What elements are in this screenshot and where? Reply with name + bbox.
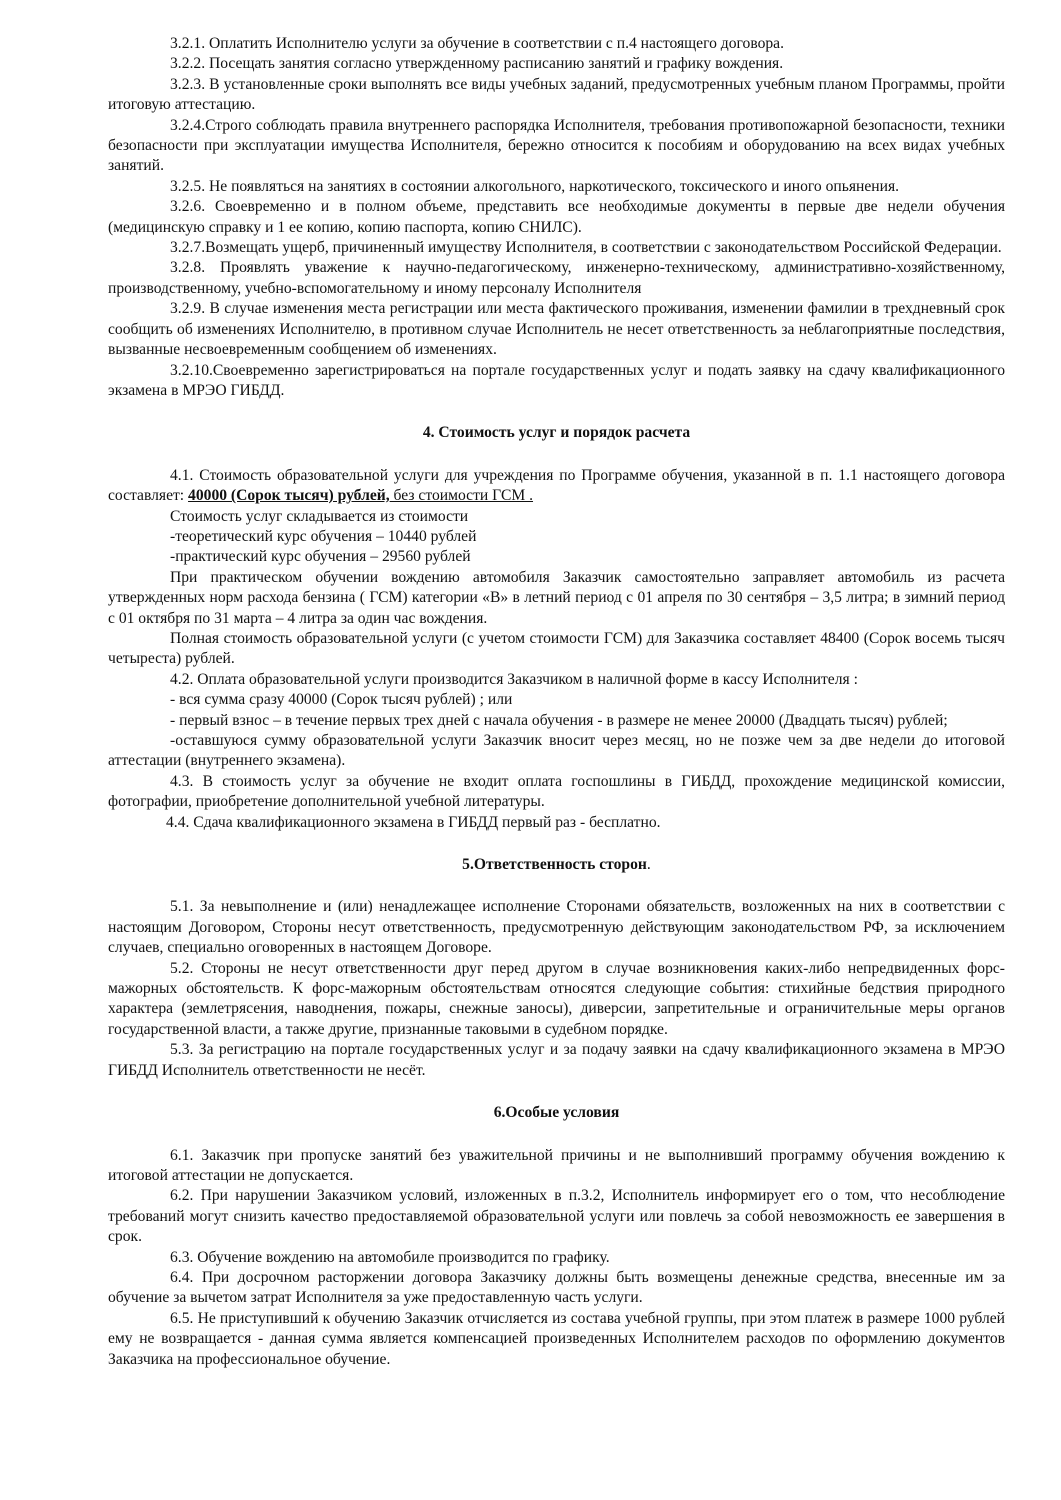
clause-3-2-4: 3.2.4.Строго соблюдать правила внутреннего распорядка Исполнителя, требования противопожарной безопасности, техники безопасности при эксплуатации имущества Исполнителя, бережно относится к пособиям и оборудованию на всех видах учебных занятий. (108, 116, 1005, 175)
payment-option-3: -оставшуюся сумму образовательной услуги Заказчик вносит через месяц, но не позже чем за две недели до итоговой аттестации (внутреннего экзамена). (108, 732, 1005, 770)
payment-option-2: - первый взнос – в течение первых трех дней с начала обучения - в размере не менее 20000 (Двадцать тысяч) рублей; (170, 711, 948, 729)
clause-6-4: 6.4. При досрочном расторжении договора Заказчику должны быть возмещены денежные средства, внесенные им за обучение за вычетом затрат Исполнителя за уже предоставленную часть услуги. (108, 1268, 1005, 1307)
section-5-title-dot: . (646, 856, 651, 874)
clause-3-2-1: 3.2.1. Оплатить Исполнителю услуги за обучение в соответствии с п.4 настоящего договора. (170, 35, 784, 52)
clause-6-1: 6.1. Заказчик при пропуске занятий без уважительной причины и не выполнивший программу обучения вождению к итоговой аттестации не допускается. (108, 1146, 1005, 1184)
clause-3-2-2: 3.2.2. Посещать занятия согласно утвержденному расписанию занятий и графику вождения. (170, 55, 784, 73)
cost-practice: -практический курс обучения – 29560 рублей (170, 548, 471, 566)
clause-6-5: 6.5. Не приступивший к обучению Заказчик отчисляется из состава учебной группы, при этом платеж в размере 1000 рублей ему не возвращается - данная сумма является компенсацией произведенных Исполнителем расходов по оформлению документов Заказчика на профессиональное обучение. (108, 1309, 1005, 1368)
clause-3-2-6: 3.2.6. Своевременно и в полном объеме, представить все необходимые документы в первые две недели обучения (медицинскую справку и 1 ее копию, копию паспорта, копию СНИЛС). (108, 198, 1005, 236)
clause-5-3: 5.3. За регистрацию на портале государственных услуг и за подачу заявки на сдачу квалификационного экзамена в МРЭО ГИБДД Исполнитель ответственности не несёт. (108, 1041, 1005, 1079)
cost-theory: -теоретический курс обучения – 10440 рублей (170, 527, 477, 545)
clause-3-2-3: 3.2.3. В установленные сроки выполнять все виды учебных заданий, предусмотренных учебным планом Программы, пройти итоговую аттестацию. (108, 75, 1005, 114)
cost-intro: Стоимость услуг складывается из стоимости (170, 507, 469, 525)
service-price: 40000 (Сорок тысяч) рублей, (188, 487, 390, 505)
clause-4-2: 4.2. Оплата образовательной услуги производится Заказчиком в наличной форме в кассу Исполнителя : (170, 670, 858, 688)
clause-5-2: 5.2. Стороны не несут ответственности друг перед другом в случае возникновения каких-либо непредвиденных форс-мажорных обстоятельств. К форс-мажорным обстоятельствам относятся следующие события: стихийные бедствия природного характера (землетрясения, наводнения, пожары, снежные заносы), диверсии, запретительные и ограничительные меры органов государственной власти, а также другие, признанные таковыми в судебном порядке. (108, 959, 1005, 1038)
clause-3-2-8: 3.2.8. Проявлять уважение к научно-педагогическому, инженерно-техническому, административно-хозяйственному, производственному, учебно-вспомогательному и иному персоналу Исполнителя (108, 259, 1005, 297)
full-cost: Полная стоимость образовательной услуги (с учетом стоимости ГСМ) для Заказчика составляет 48400 (Сорок восемь тысяч четыреста) рублей. (108, 629, 1005, 668)
clause-3-2-7: 3.2.7.Возмещать ущерб, причиненный имуществу Исполнителя, в соответствии с законодательством Российской Федерации. (170, 239, 1002, 257)
clause-3-2-9: 3.2.9. В случае изменения места регистрации или места фактического проживания, изменении фамилии в трехдневный срок сообщить об изменениях Исполнителю, в противном случае Исполнитель не несет ответственность за неблагоприятные последствия, вызванные несвоевременным сообщением об изменениях. (108, 300, 1005, 359)
section-6-heading: 6.Особые условия (493, 1104, 620, 1122)
section-5-heading (108, 855, 1005, 875)
clause-4-1 (108, 466, 1005, 507)
payment-option-1: - вся сумма сразу 40000 (Сорок тысяч рублей) ; или (170, 691, 513, 709)
clause-4-3: 4.3. В стоимость услуг за обучение не входит оплата госпошлины в ГИБДД, прохождение медицинской комиссии, фотографии, приобретение дополнительной учебной литературы. (108, 772, 1005, 811)
fuel-terms: При практическом обучении вождению автомобиля Заказчик самостоятельно заправляет автомобиль из расчета утвержденных норм расхода бензина ( ГСМ) категории «В» в летний период с 01 апреля по 30 сентября – 3,5 литра; в зимний период с 01 октября по 31 марта – 4 литра за один час вождения. (108, 568, 1005, 627)
clause-4-4: 4.4. Сдача квалификационного экзамена в ГИБДД первый раз - бесплатно. (166, 813, 661, 831)
clause-5-1: 5.1. За невыполнение и (или) ненадлежащее исполнение Сторонами обязательств, возложенных на них в соответствии с настоящим Договором, Стороны несут ответственность, предусмотренную действующим законодательством РФ, за исключением случаев, специально оговоренных в настоящем Договоре. (108, 898, 1005, 957)
clause-3-2-10: 3.2.10.Своевременно зарегистрироваться на портале государственных услуг и подать заявку на сдачу квалификационного экзамена в МРЭО ГИБДД. (108, 361, 1005, 399)
price-note: без стоимости ГСМ . (389, 487, 534, 505)
section-4-heading: 4. Стоимость услуг и порядок расчета (422, 424, 691, 442)
clause-6-3: 6.3. Обучение вождению на автомобиле производится по графику. (170, 1248, 610, 1266)
section-5-title: 5.Ответственность сторон (462, 856, 647, 874)
clause-6-2: 6.2. При нарушении Заказчиком условий, изложенных в п.3.2, Исполнитель информирует его о том, что несоблюдение требований могут снизить качество предоставляемой образовательной услуги или повлечь за собой невозможность ее завершения в срок. (108, 1187, 1005, 1246)
clause-4-1-text: 4.1. Стоимость образовательной услуги для учреждения по Программе обучения, указанной в п. 1.1 настоящего договора составляет: (108, 466, 1005, 505)
clause-3-2-5: 3.2.5. Не появляться на занятиях в состоянии алкогольного, наркотического, токсического и иного опьянения. (170, 177, 900, 195)
